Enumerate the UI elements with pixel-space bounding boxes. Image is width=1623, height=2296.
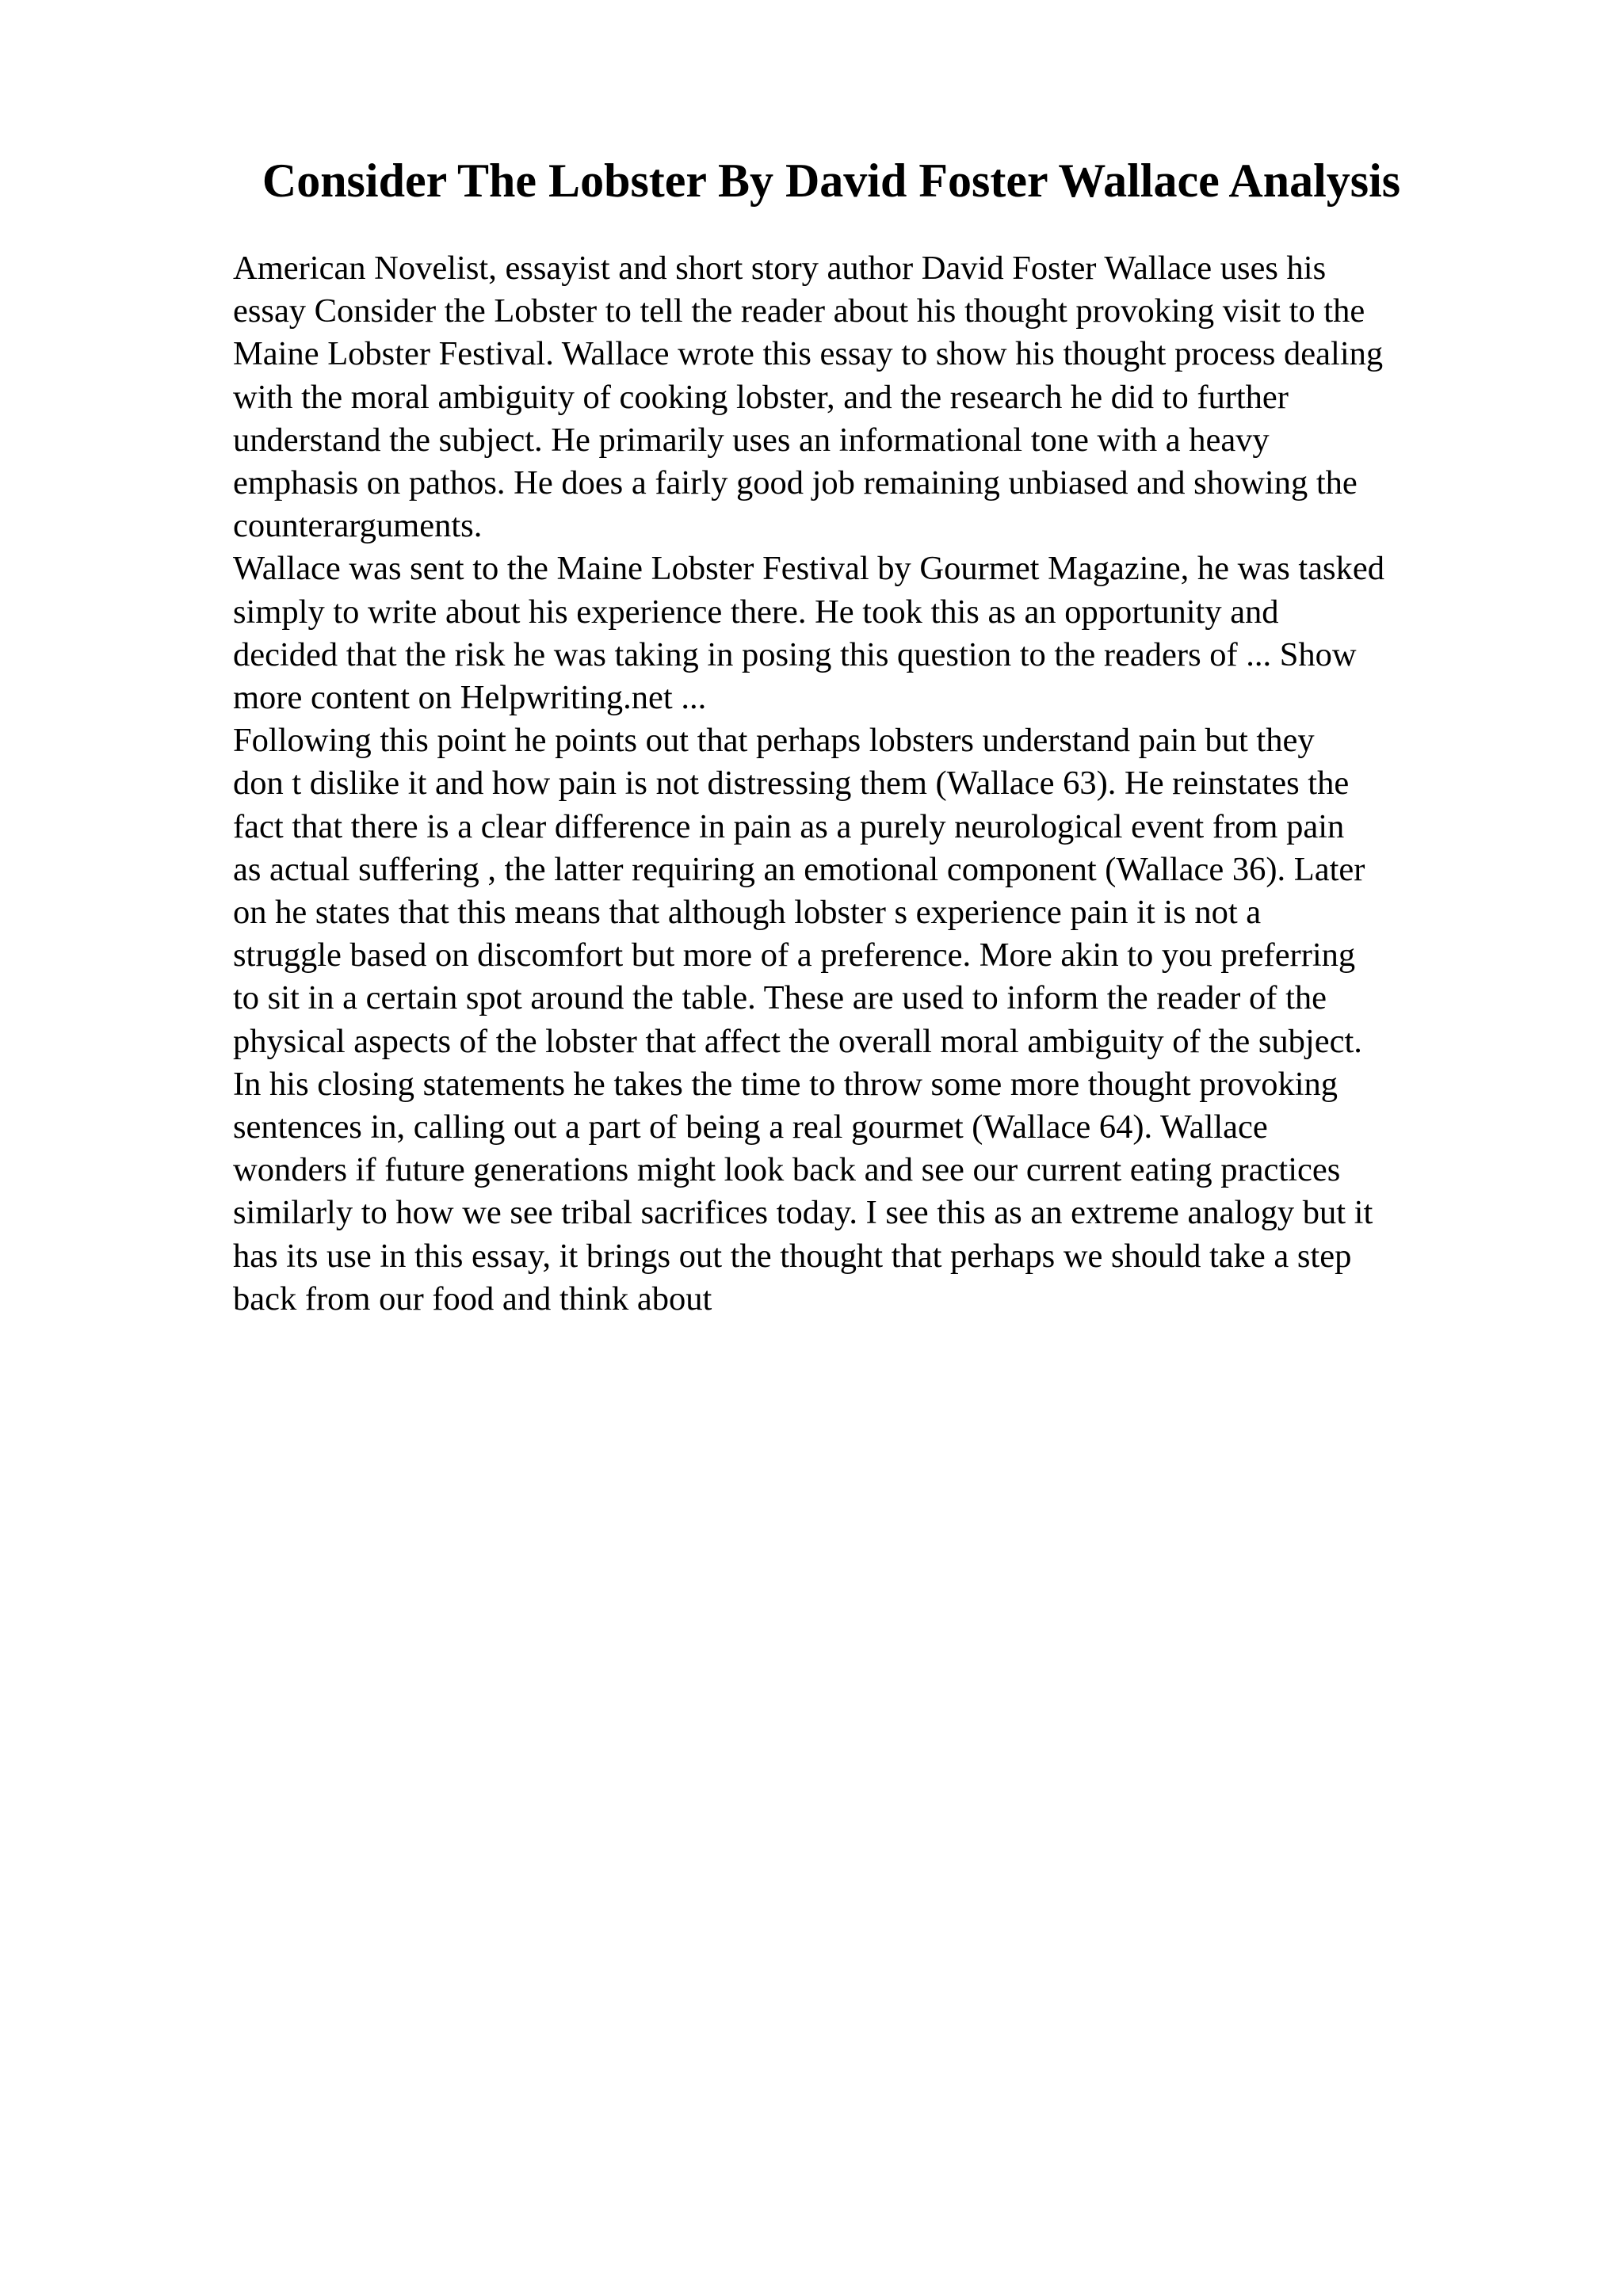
text-line: to sit in a certain spot around the table. These are used to inform the reader of the xyxy=(233,979,1327,1017)
text-line: essay Consider the Lobster to tell the reader about his thought provoking visit to the xyxy=(233,292,1365,330)
text-line: on he states that this means that although lobster s experience pain it is not a xyxy=(233,894,1262,932)
text-line: simply to write about his experience there. He took this as an opportunity and xyxy=(233,593,1279,631)
text-line: Maine Lobster Festival. Wallace wrote this essay to show his thought process dealing xyxy=(233,335,1384,373)
document-body xyxy=(233,247,1517,1321)
text-line: with the moral ambiguity of cooking lobster, and the research he did to further xyxy=(233,378,1289,416)
text-line: decided that the risk he was taking in posing this question to the readers of ... Show xyxy=(233,635,1357,673)
text-line: understand the subject. He primarily uses an informational tone with a heavy xyxy=(233,421,1270,459)
text-line: Following this point he points out that perhaps lobsters understand pain but they xyxy=(233,722,1315,760)
text-line: struggle based on discomfort but more of a preference. More akin to you preferring xyxy=(233,936,1356,974)
text-line: as actual suffering , the latter requiring an emotional component (Wallace 36). Later xyxy=(233,850,1365,888)
text-line: fact that there is a clear difference in pain as a purely neurological event from pain xyxy=(233,807,1345,845)
text-line: more content on Helpwriting.net ... xyxy=(233,679,707,717)
text-line: don t dislike it and how pain is not distressing them (Wallace 63). He reinstates the xyxy=(233,765,1350,803)
text-line: Wallace was sent to the Maine Lobster Festival by Gourmet Magazine, he was tasked xyxy=(233,550,1384,588)
text-line: sentences in, calling out a part of being a real gourmet (Wallace 64). Wallace xyxy=(233,1108,1268,1146)
text-line: physical aspects of the lobster that affect the overall moral ambiguity of the subject. xyxy=(233,1022,1362,1060)
text-line: similarly to how we see tribal sacrifices today. I see this as an extreme analogy but it xyxy=(233,1194,1373,1232)
text-line: counterarguments. xyxy=(233,507,483,545)
text-line: wonders if future generations might look back and see our current eating practices xyxy=(233,1151,1341,1189)
text-line: back from our food and think about xyxy=(233,1280,712,1318)
text-line: American Novelist, essayist and short story author David Foster Wallace uses his xyxy=(233,250,1327,287)
text-line: has its use in this essay, it brings out the thought that perhaps we should take a step xyxy=(233,1237,1352,1275)
text-line: In his closing statements he takes the time to throw some more thought provoking xyxy=(233,1065,1338,1103)
document-title: Consider The Lobster By David Foster Wallace Analysis xyxy=(262,154,1401,207)
text-line: emphasis on pathos. He does a fairly good job remaining unbiased and showing the xyxy=(233,464,1358,502)
